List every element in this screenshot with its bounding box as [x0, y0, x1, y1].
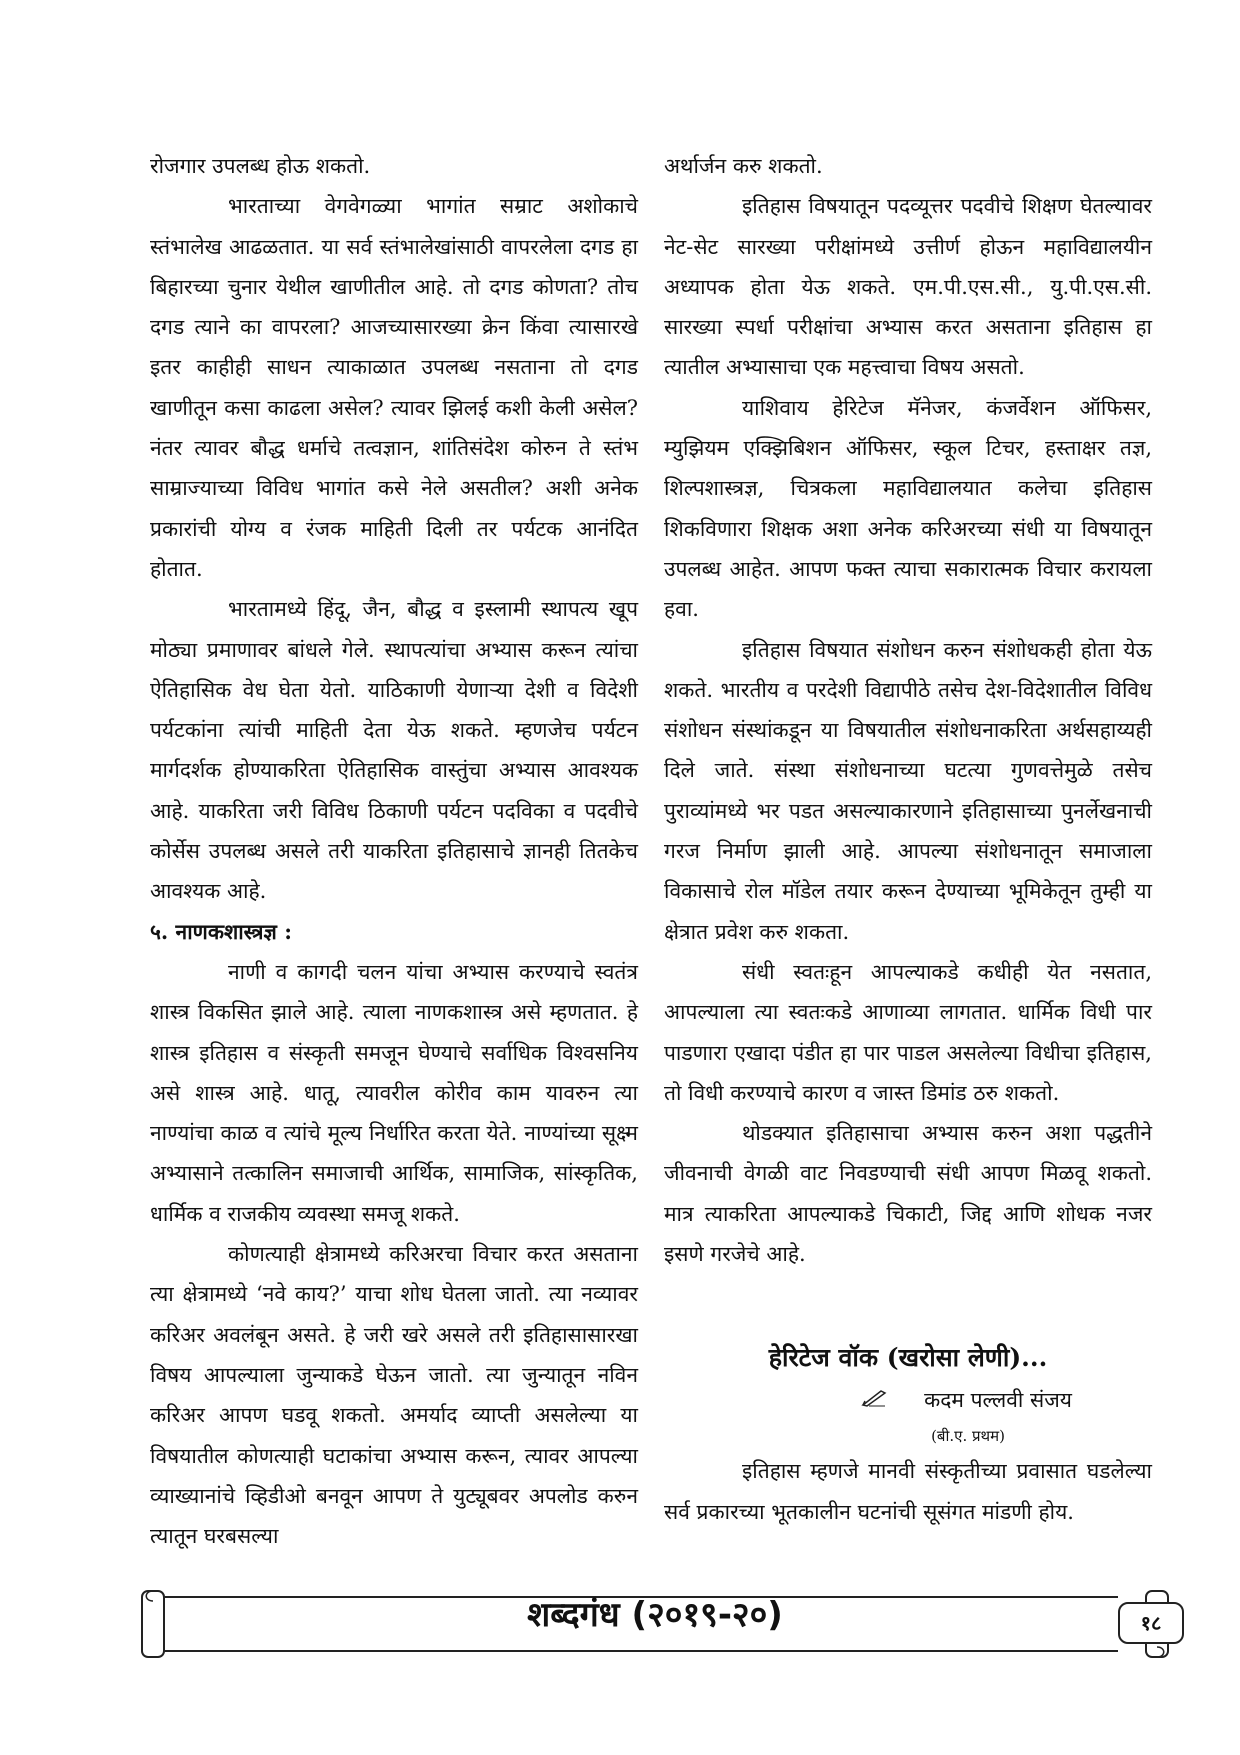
article-title: हेरिटेज वॉक (खरोसा लेणी)... [768, 1343, 1048, 1373]
paragraph: इतिहास विषयात संशोधन करुन संशोधकही होता येऊ शकते. भारतीय व परदेशी विद्यापीठे तसेच देश-विदेशातील विविध संशोधन संस्थांकडून या विषयातील संशोधनाकरिता अर्थसहाय्यही दिले जाते. संस्था संशोधनाच्या घटत्या गुणवत्तेमुळे तसेच पुराव्यांमध्ये भर पडत असल्याकारणाने इतिहासाच्या पुनर्लेखनाची गरज निर्माण झाली आहे. आपल्या संशोधनातून समाजाला विकासाचे रोल मॉडेल तयार करून देण्याच्या भूमिकेतून तुम्ही या क्षेत्रात प्रवेश करु शकता. [664, 637, 1152, 944]
paragraph: इतिहास विषयातून पदव्यूत्तर पदवीचे शिक्षण घेतल्यावर नेट-सेट सारख्या परीक्षांमध्ये उत्तीर्ण होऊन महाविद्यालयीन अध्यापक होता येऊ शकते. एम.पी.एस.सी., यु.पी.एस.सी. सारख्या स्पर्धा परीक्षांचा अभ्यास करत असताना इतिहास हा त्यातील अभ्यासाचा एक महत्त्वाचा विषय असतो. [664, 194, 1152, 380]
pen-icon [861, 1388, 894, 1413]
paragraph: थोडक्यात इतिहासाचा अभ्यास करुन अशा पद्धतीने जीवनाची वेगळी वाट निवडण्याची संधी आपण मिळवू शकतो. मात्र त्याकरिता आपल्याकडे चिकाटी, जिद्द आणि शोधक नजर इसणे गरजेचे आहे. [664, 1121, 1152, 1267]
paragraph: इतिहास म्हणजे मानवी संस्कृतीच्या प्रवासात घडलेल्या सर्व प्रकारच्या भूतकालीन घटनांची सूसंगत मांडणी होय. [664, 1459, 1152, 1524]
paragraph: नाणी व कागदी चलन यांचा अभ्यास करण्याचे स्वतंत्र शास्त्र विकसित झाले आहे. त्याला नाणकशास्त्र असे म्हणतात. हे शास्त्र इतिहास व संस्कृती समजून घेण्याचे सर्वाधिक विश्वसनिय असे शास्त्र आहे. धातू, त्यावरील कोरीव काम यावरुन त्या नाण्यांचा काळ व त्यांचे मूल्य निर्धारित करता येते. नाण्यांच्या सूक्ष्म अभ्यासाने तत्कालिन समाजाची आर्थिक, सामाजिक, सांस्कृतिक, धार्मिक व राजकीय व्यवस्था समजू शकते. [150, 959, 638, 1226]
paragraph: भारताच्या वेगवेगळ्या भागांत सम्राट अशोकाचे स्तंभालेख आढळतात. या सर्व स्तंभालेखांसाठी वापरलेला दगड हा बिहारच्या चुनार येथील खाणीतील आहे. तो दगड कोणता? तोच दगड त्याने का वापरला? आजच्यासारख्या क्रेन किंवा त्यासारखे इतर काहीही साधन त्याकाळात उपलब्ध नसताना तो दगड खाणीतून कसा काढला असेल? त्यावर झिलई कशी केली असेल? नंतर त्यावर बौद्ध धर्माचे तत्वज्ञान, शांतिसंदेश कोरुन ते स्तंभ साम्राज्याच्या विविध भागांत कसे नेले असतील? अशी अनेक प्रकारांची योग्य व रंजक माहिती दिली तर पर्यटक आनंदित होतात. [150, 194, 638, 581]
author-name: कदम पल्लवी संजय [924, 1388, 1072, 1413]
magazine-title: शब्दगंध (२०१९-२०) [527, 1595, 783, 1635]
byline [664, 1380, 1152, 1421]
paragraph: अर्थार्जन करु शकतो. [664, 154, 823, 178]
paragraph: रोजगार उपलब्ध होऊ शकतो. [150, 154, 371, 178]
footer-banner [140, 1585, 1170, 1665]
author-class: (बी.ए. प्रथम) [931, 1427, 1005, 1446]
section-heading: ५. नाणकशास्त्रज्ञ : [150, 918, 292, 944]
left-column [150, 146, 638, 1556]
paragraph: याशिवाय हेरिटेज मॅनेजर, कंजर्वेशन ऑफिसर, म्युझियम एक्झिबिशन ऑफिसर, स्कूल टिचर, हस्ताक्षर तज्ञ, शिल्पशास्त्रज्ञ, चित्रकला महाविद्यालयात कलेचा इतिहास शिकविणारा शिक्षक अशा अनेक करिअरच्या संधी या विषयातून उपलब्ध आहेत. आपण फक्त त्याचा सकारात्मक विचार करायला हवा. [664, 395, 1152, 622]
paragraph: कोणत्याही क्षेत्रामध्ये करिअरचा विचार करत असताना त्या क्षेत्रामध्ये ‘नवे काय?’ याचा शोध घेतला जातो. त्या नव्यावर करिअर अवलंबून असते. हे जरी खरे असले तरी इतिहासासारखा विषय आपल्याला जुन्याकडे घेऊन जातो. त्या जुन्यातून नविन करिअर आपण घडवू शकतो. अमर्याद व्याप्ती असलेल्या या विषयातील कोणत्याही घटाकांचा अभ्यास करून, त्यावर आपल्या व्याख्यानांचे व्हिडीओ बनवून आपण ते युट्यूबवर अपलोड करुन त्यातून घरबसल्या [150, 1242, 638, 1549]
paragraph: भारतामध्ये हिंदू, जैन, बौद्ध व इस्लामी स्थापत्य खूप मोठ्या प्रमाणावर बांधले गेले. स्थापत्यांचा अभ्यास करून त्यांचा ऐतिहासिक वेध घेता येतो. याठिकाणी येणाऱ्या देशी व विदेशी पर्यटकांना त्यांची माहिती देता येऊ शकते. म्हणजेच पर्यटन मार्गदर्शक होण्याकरिता ऐतिहासिक वास्तुंचा अभ्यास आवश्यक आहे. याकरिता जरी विविध ठिकाणी पर्यटन पदविका व पदवीचे कोर्सेस उपलब्ध असले तरी याकरिता इतिहासाचे ज्ञानही तितकेच आवश्यक आहे. [150, 597, 638, 904]
page-number: १८ [1118, 1602, 1184, 1644]
right-column [664, 146, 1152, 1532]
paragraph: संधी स्वतःहून आपल्याकडे कधीही येत नसतात, आपल्याला त्या स्वतःकडे आणाव्या लागतात. धार्मिक विधी पार पाडणारा एखादा पंडीत हा पार पाडल असलेल्या विधीचा इतिहास, तो विधी करण्याचे कारण व जास्त डिमांड ठरु शकतो. [664, 959, 1152, 1105]
